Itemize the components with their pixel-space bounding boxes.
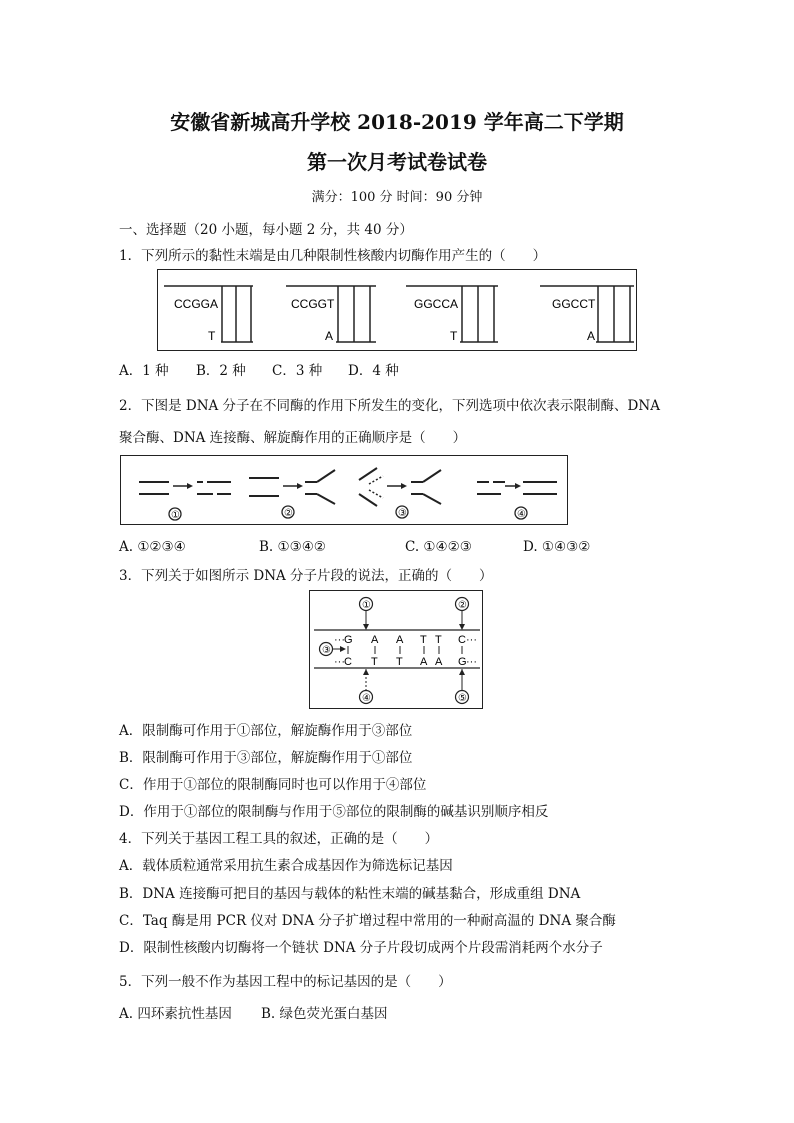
sticky-end-1-top: CCGGA — [174, 297, 219, 311]
marker-1: ① — [362, 600, 371, 611]
question-1-option-c[interactable]: C．3 种 — [272, 363, 323, 379]
marker-5: ⑤ — [458, 693, 467, 704]
sticky-end-2-top: CCGGT — [291, 297, 335, 311]
question-4-option-d[interactable]: D．限制性核酸内切酶将一个链状 DNA 分子片段切成两个片段需消耗两个水分子 — [119, 940, 603, 956]
top-base-6: C — [458, 634, 466, 646]
sticky-ends-diagram — [158, 270, 636, 350]
enzyme-panel-4-label: ④ — [517, 509, 526, 520]
marker-4: ④ — [362, 693, 371, 704]
question-4-option-c[interactable]: C．Taq 酶是用 PCR 仪对 DNA 分子扩增过程中常用的一种耐高温的 DNA 聚合酶 — [119, 913, 616, 929]
question-3-figure — [309, 590, 483, 709]
top-base-2: A — [371, 634, 379, 646]
sticky-end-1 — [164, 286, 253, 343]
question-4-stem: 4．下列关于基因工程工具的叙述，正确的是（ ） — [119, 831, 439, 847]
sticky-end-3 — [406, 286, 498, 343]
question-2-stem-line1: 2．下图是 DNA 分子在不同酶的作用下所发生的变化，下列选项中依次表示限制酶、DNA — [119, 398, 660, 414]
question-2-option-b[interactable]: B. ①③④② — [259, 539, 326, 555]
top-base-4: T — [420, 634, 427, 646]
enzyme-panel-2 — [249, 470, 335, 519]
section-heading: 一、选择题（20 小题，每小题 2 分，共 40 分） — [119, 222, 413, 238]
question-3-option-a[interactable]: A．限制酶可作用于①部位，解旋酶作用于③部位 — [119, 723, 413, 739]
exam-meta: 满分：100 分 时间：90 分钟 — [311, 190, 483, 205]
question-1-option-d[interactable]: D．4 种 — [348, 363, 399, 379]
question-5-stem: 5．下列一般不作为基因工程中的标记基因的是（ ） — [119, 974, 452, 990]
question-1-stem: 1．下列所示的黏性末端是由几种限制性核酸内切酶作用产生的（ ） — [119, 248, 547, 264]
sticky-end-2-bottom: A — [325, 329, 334, 343]
top-base-1: G — [344, 634, 353, 646]
question-3-option-c[interactable]: C．作用于①部位的限制酶同时也可以作用于④部位 — [119, 777, 427, 793]
bottom-base-5: A — [435, 656, 443, 668]
bottom-base-1: C — [344, 656, 352, 668]
question-4-option-a[interactable]: A．载体质粒通常采用抗生素合成基因作为筛选标记基因 — [119, 858, 453, 874]
marker-2: ② — [458, 600, 467, 611]
question-1-option-a[interactable]: A．1 种 — [119, 363, 169, 379]
enzyme-panel-3-label: ③ — [398, 508, 407, 519]
sticky-end-1-bottom: T — [208, 329, 216, 343]
bottom-base-6: G — [458, 656, 467, 668]
top-dots: ··· — [334, 634, 345, 646]
question-2-option-c[interactable]: C. ①④②③ — [405, 539, 472, 555]
question-2-stem-line2: 聚合酶、DNA 连接酶、解旋酶作用的正确顺序是（ ） — [119, 430, 467, 446]
page-title-line1: 安徽省新城高升学校 2018-2019 学年高二下学期 — [170, 110, 624, 134]
dna-fragment-diagram — [310, 591, 482, 708]
sticky-end-3-top: GGCCA — [414, 297, 459, 311]
enzyme-panel-1 — [139, 482, 231, 521]
enzyme-panel-2-label: ② — [284, 508, 293, 519]
sticky-end-4 — [540, 286, 634, 343]
question-1-option-b[interactable]: B．2 种 — [196, 363, 246, 379]
top-base-3: A — [396, 634, 404, 646]
enzyme-actions-diagram — [121, 456, 567, 524]
question-5-option-a[interactable]: A. 四环素抗性基因 — [119, 1006, 232, 1022]
sticky-end-3-bottom: T — [450, 329, 458, 343]
sticky-end-2 — [286, 286, 376, 343]
question-2-figure — [120, 455, 568, 525]
question-1-figure — [157, 269, 637, 351]
sticky-end-4-top: GGCCT — [552, 297, 596, 311]
bottom-base-2: T — [371, 656, 378, 668]
question-4-option-b[interactable]: B．DNA 连接酶可把目的基因与载体的粘性末端的碱基黏合，形成重组 DNA — [119, 886, 581, 902]
bottom-base-3: T — [396, 656, 403, 668]
bottom-base-4: A — [420, 656, 428, 668]
sticky-end-4-bottom: A — [587, 329, 596, 343]
question-2-option-d[interactable]: D. ①④③② — [523, 539, 591, 555]
enzyme-panel-4 — [477, 482, 557, 520]
top-base-5: T — [435, 634, 442, 646]
question-3-stem: 3．下列关于如图所示 DNA 分子片段的说法，正确的（ ） — [119, 568, 493, 584]
marker-3: ③ — [322, 645, 331, 656]
bottom-dots-right: ··· — [466, 656, 477, 668]
question-5-option-b[interactable]: B. 绿色荧光蛋白基因 — [261, 1006, 388, 1022]
enzyme-panel-1-label: ① — [171, 510, 180, 521]
enzyme-panel-3 — [359, 468, 441, 519]
question-2-option-a[interactable]: A. ①②③④ — [119, 539, 186, 555]
bottom-dots: ··· — [334, 656, 345, 668]
page-title-line2: 第一次月考试卷试卷 — [307, 150, 487, 174]
question-3-option-b[interactable]: B．限制酶可作用于③部位，解旋酶作用于①部位 — [119, 750, 413, 766]
question-3-option-d[interactable]: D．作用于①部位的限制酶与作用于⑤部位的限制酶的碱基识别顺序相反 — [119, 804, 549, 820]
top-dots-right: ··· — [466, 634, 477, 646]
